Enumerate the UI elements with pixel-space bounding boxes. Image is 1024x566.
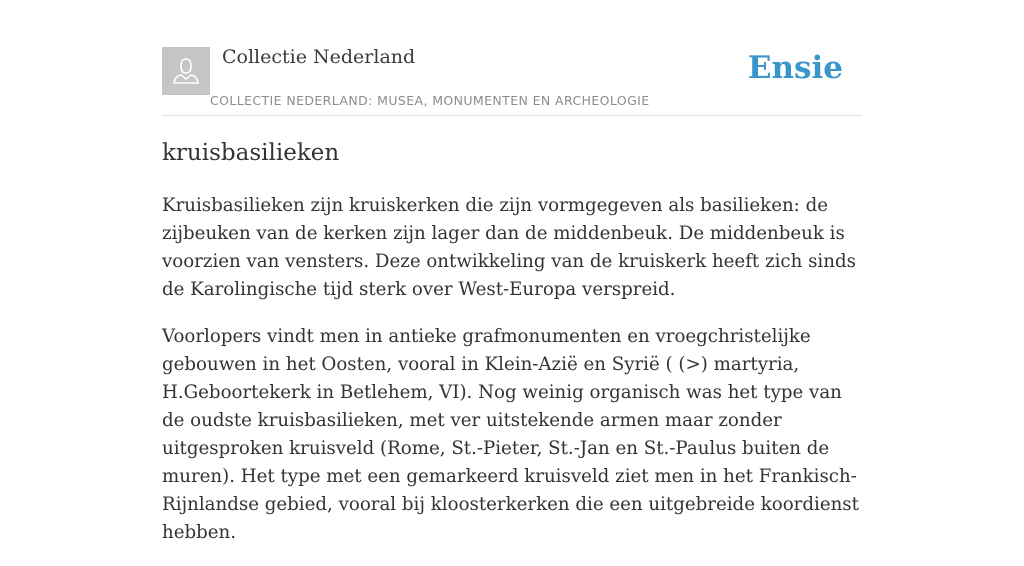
collection-link[interactable]: COLLECTIE NEDERLAND: MUSEA, MONUMENTEN EN ARCHEOLOGIE bbox=[210, 93, 650, 108]
article-header bbox=[162, 46, 862, 116]
article-title: kruisbasilieken bbox=[162, 140, 340, 166]
user-placeholder-icon bbox=[162, 47, 210, 95]
author-avatar[interactable] bbox=[162, 47, 210, 95]
author-name-link[interactable]: Collectie Nederland bbox=[222, 46, 416, 68]
article-paragraph-2: Voorlopers vindt men in antieke grafmonumenten en vroegchristelijke gebouwen in het Oosten, vooral in Klein-Azië en Syrië ( (>) martyria, H.Geboortekerk in Betlehem, VI). Nog weinig organisch was het type van de oudste kruisbasilieken, met ver uitstekende armen maar zonder uitgesproken kruisveld (Rome, St.-Pieter, St.-Jan en St.-Paulus buiten de muren). Het type met een gemarkeerd kruisveld ziet men in het Frankisch-Rijnlandse gebied, vooral bij kloosterkerken die een uitgebreide koordienst hebben. bbox=[162, 326, 859, 543]
article-body bbox=[162, 192, 867, 566]
article-paragraph-1: Kruisbasilieken zijn kruiskerken die zijn vormgegeven als basilieken: de zijbeuken van de kerken zijn lager dan de middenbeuk. De middenbeuk is voorzien van vensters. Deze ontwikkeling van de kruiskerk heeft zich sinds de Karolingische tijd sterk over West-Europa verspreid. bbox=[162, 195, 856, 300]
ensie-logo-link[interactable]: Ensie bbox=[747, 50, 843, 86]
